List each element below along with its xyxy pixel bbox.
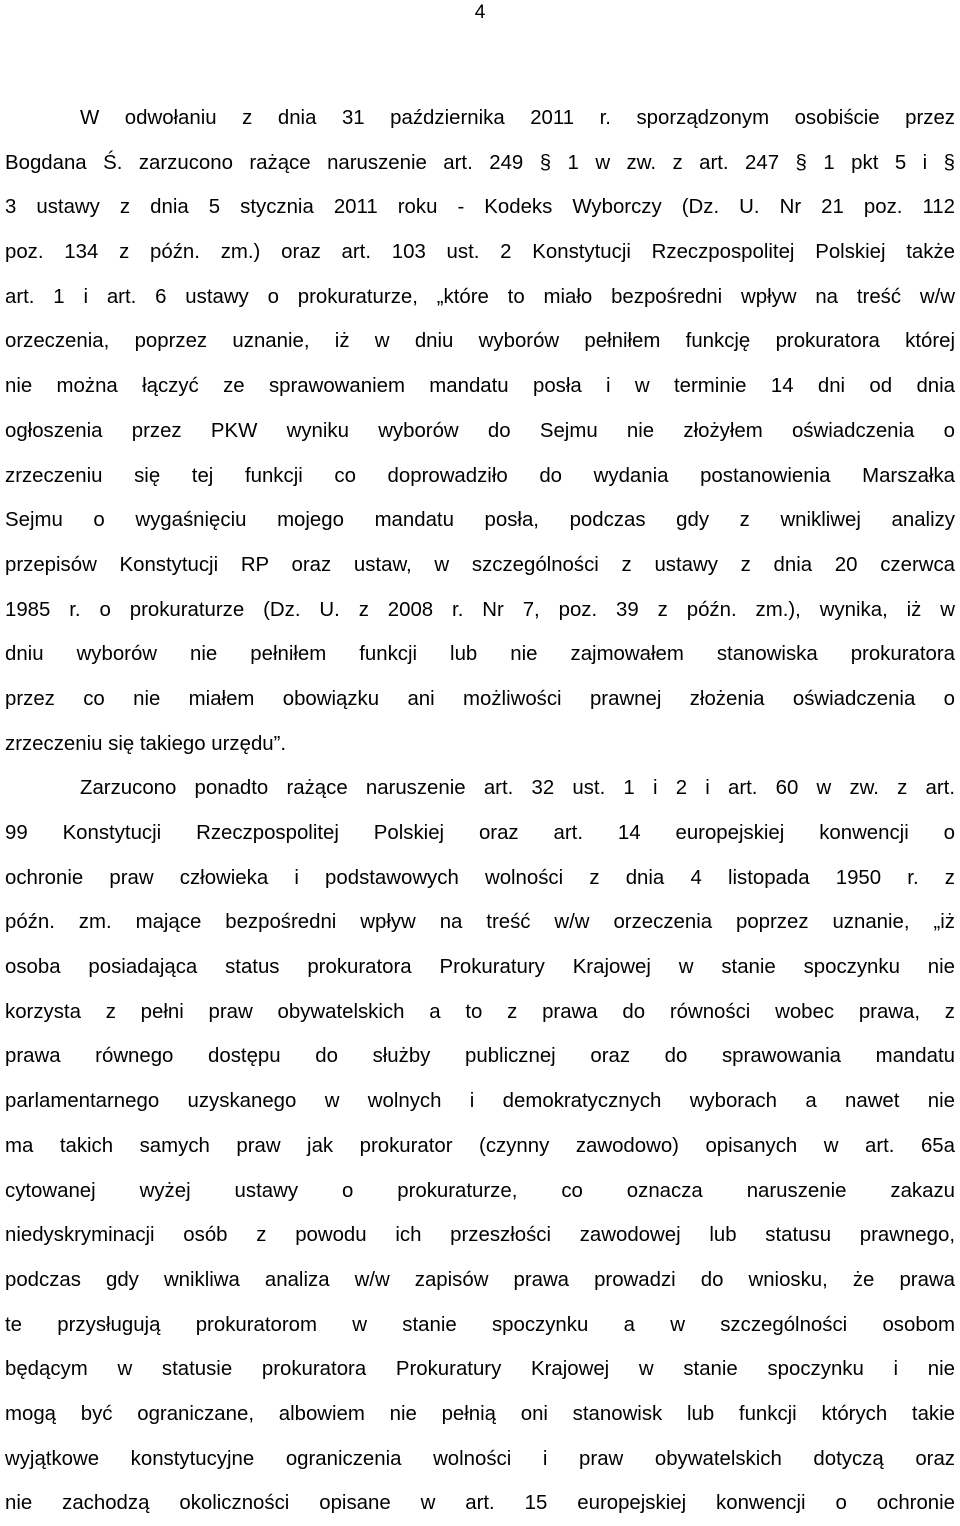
paragraph-further-charges: [5, 766, 955, 1526]
text-line: 1985 r. o prokuraturze (Dz. U. z 2008 r. Nr 7, poz. 39 z późn. zm.), wynika, iż w: [5, 598, 955, 621]
text-line: przepisów Konstytucji RP oraz ustaw, w szczególności z ustawy z dnia 20 czerwca: [5, 553, 955, 576]
text-line: Sejmu o wygaśnięciu mojego mandatu posła, podczas gdy z wnikliwej analizy: [5, 509, 955, 532]
text-line: parlamentarnego uzyskanego w wolnych i demokratycznych wyborach a nawet nie: [5, 1090, 955, 1113]
text-line: nie można łączyć ze sprawowaniem mandatu posła i w terminie 14 dni od dnia: [5, 375, 955, 398]
text-line: dniu wyborów nie pełniłem funkcji lub nie zajmowałem stanowiska prokuratora: [5, 643, 955, 666]
paragraph-appeal: [5, 96, 955, 766]
text-line: mogą być ograniczane, albowiem nie pełnią oni stanowisk lub funkcji których takie: [5, 1402, 955, 1425]
text-line: orzeczenia, poprzez uznanie, iż w dniu wyborów pełniłem funkcję prokuratora której: [5, 330, 955, 353]
text-line: przez co nie miałem obowiązku ani możliwości prawnej złożenia oświadczenia o: [5, 687, 955, 710]
text-line: Bogdana Ś. zarzucono rażące naruszenie art. 249 § 1 w zw. z art. 247 § 1 pkt 5 i §: [5, 151, 955, 174]
text-line: W odwołaniu z dnia 31 października 2011 r. sporządzonym osobiście przez: [80, 107, 955, 129]
text-line: Zarzucono ponadto rażące naruszenie art. 32 ust. 1 i 2 i art. 60 w zw. z art.: [80, 777, 955, 800]
text-line: niedyskryminacji osób z powodu ich przeszłości zawodowej lub statusu prawnego,: [5, 1224, 955, 1247]
text-line: 3 ustawy z dnia 5 stycznia 2011 roku - Kodeks Wyborczy (Dz. U. Nr 21 poz. 112: [5, 196, 955, 219]
text-line: art. 1 i art. 6 ustawy o prokuraturze, „które to miało bezpośredni wpływ na treść w/w: [5, 285, 955, 308]
text-line: prawa równego dostępu do służby publicznej oraz do sprawowania mandatu: [5, 1045, 955, 1068]
text-line: ochronie praw człowieka i podstawowych wolności z dnia 4 listopada 1950 r. z: [5, 866, 955, 889]
text-line: ma takich samych praw jak prokurator (czynny zawodowo) opisanych w art. 65a: [5, 1134, 955, 1157]
text-line: będącym w statusie prokuratora Prokuratury Krajowej w stanie spoczynku i nie: [5, 1358, 955, 1381]
text-line: te przysługują prokuratorom w stanie spoczynku a w szczególności osobom: [5, 1313, 955, 1336]
document-body: [5, 96, 955, 1526]
text-line: ogłoszenia przez PKW wyniku wyborów do Sejmu nie złożyłem oświadczenia o: [5, 419, 955, 442]
text-line: zrzeczeniu się takiego urzędu”.: [5, 732, 287, 755]
text-line: nie zachodzą okoliczności opisane w art. 15 europejskiej konwencji o ochronie: [5, 1492, 955, 1515]
text-line: zrzeczeniu się tej funkcji co doprowadziło do wydania postanowienia Marszałka: [5, 464, 955, 487]
page-number: 4: [474, 2, 486, 23]
text-line: 99 Konstytucji Rzeczpospolitej Polskiej oraz art. 14 europejskiej konwencji o: [5, 822, 955, 844]
text-line: podczas gdy wnikliwa analiza w/w zapisów prawa prowadzi do wniosku, że prawa: [5, 1268, 955, 1291]
text-line: cytowanej wyżej ustawy o prokuraturze, co oznacza naruszenie zakazu: [5, 1179, 955, 1202]
text-line: poz. 134 z późn. zm.) oraz art. 103 ust. 2 Konstytucji Rzeczpospolitej Polskiej także: [5, 241, 955, 264]
text-line: wyjątkowe konstytucyjne ograniczenia wolności i praw obywatelskich dotyczą oraz: [5, 1447, 955, 1470]
text-line: osoba posiadająca status prokuratora Prokuratury Krajowej w stanie spoczynku nie: [5, 956, 955, 979]
text-line: późn. zm. mające bezpośredni wpływ na treść w/w orzeczenia poprzez uznanie, „iż: [5, 911, 955, 934]
text-line: korzysta z pełni praw obywatelskich a to z prawa do równości wobec prawa, z: [5, 1000, 955, 1023]
